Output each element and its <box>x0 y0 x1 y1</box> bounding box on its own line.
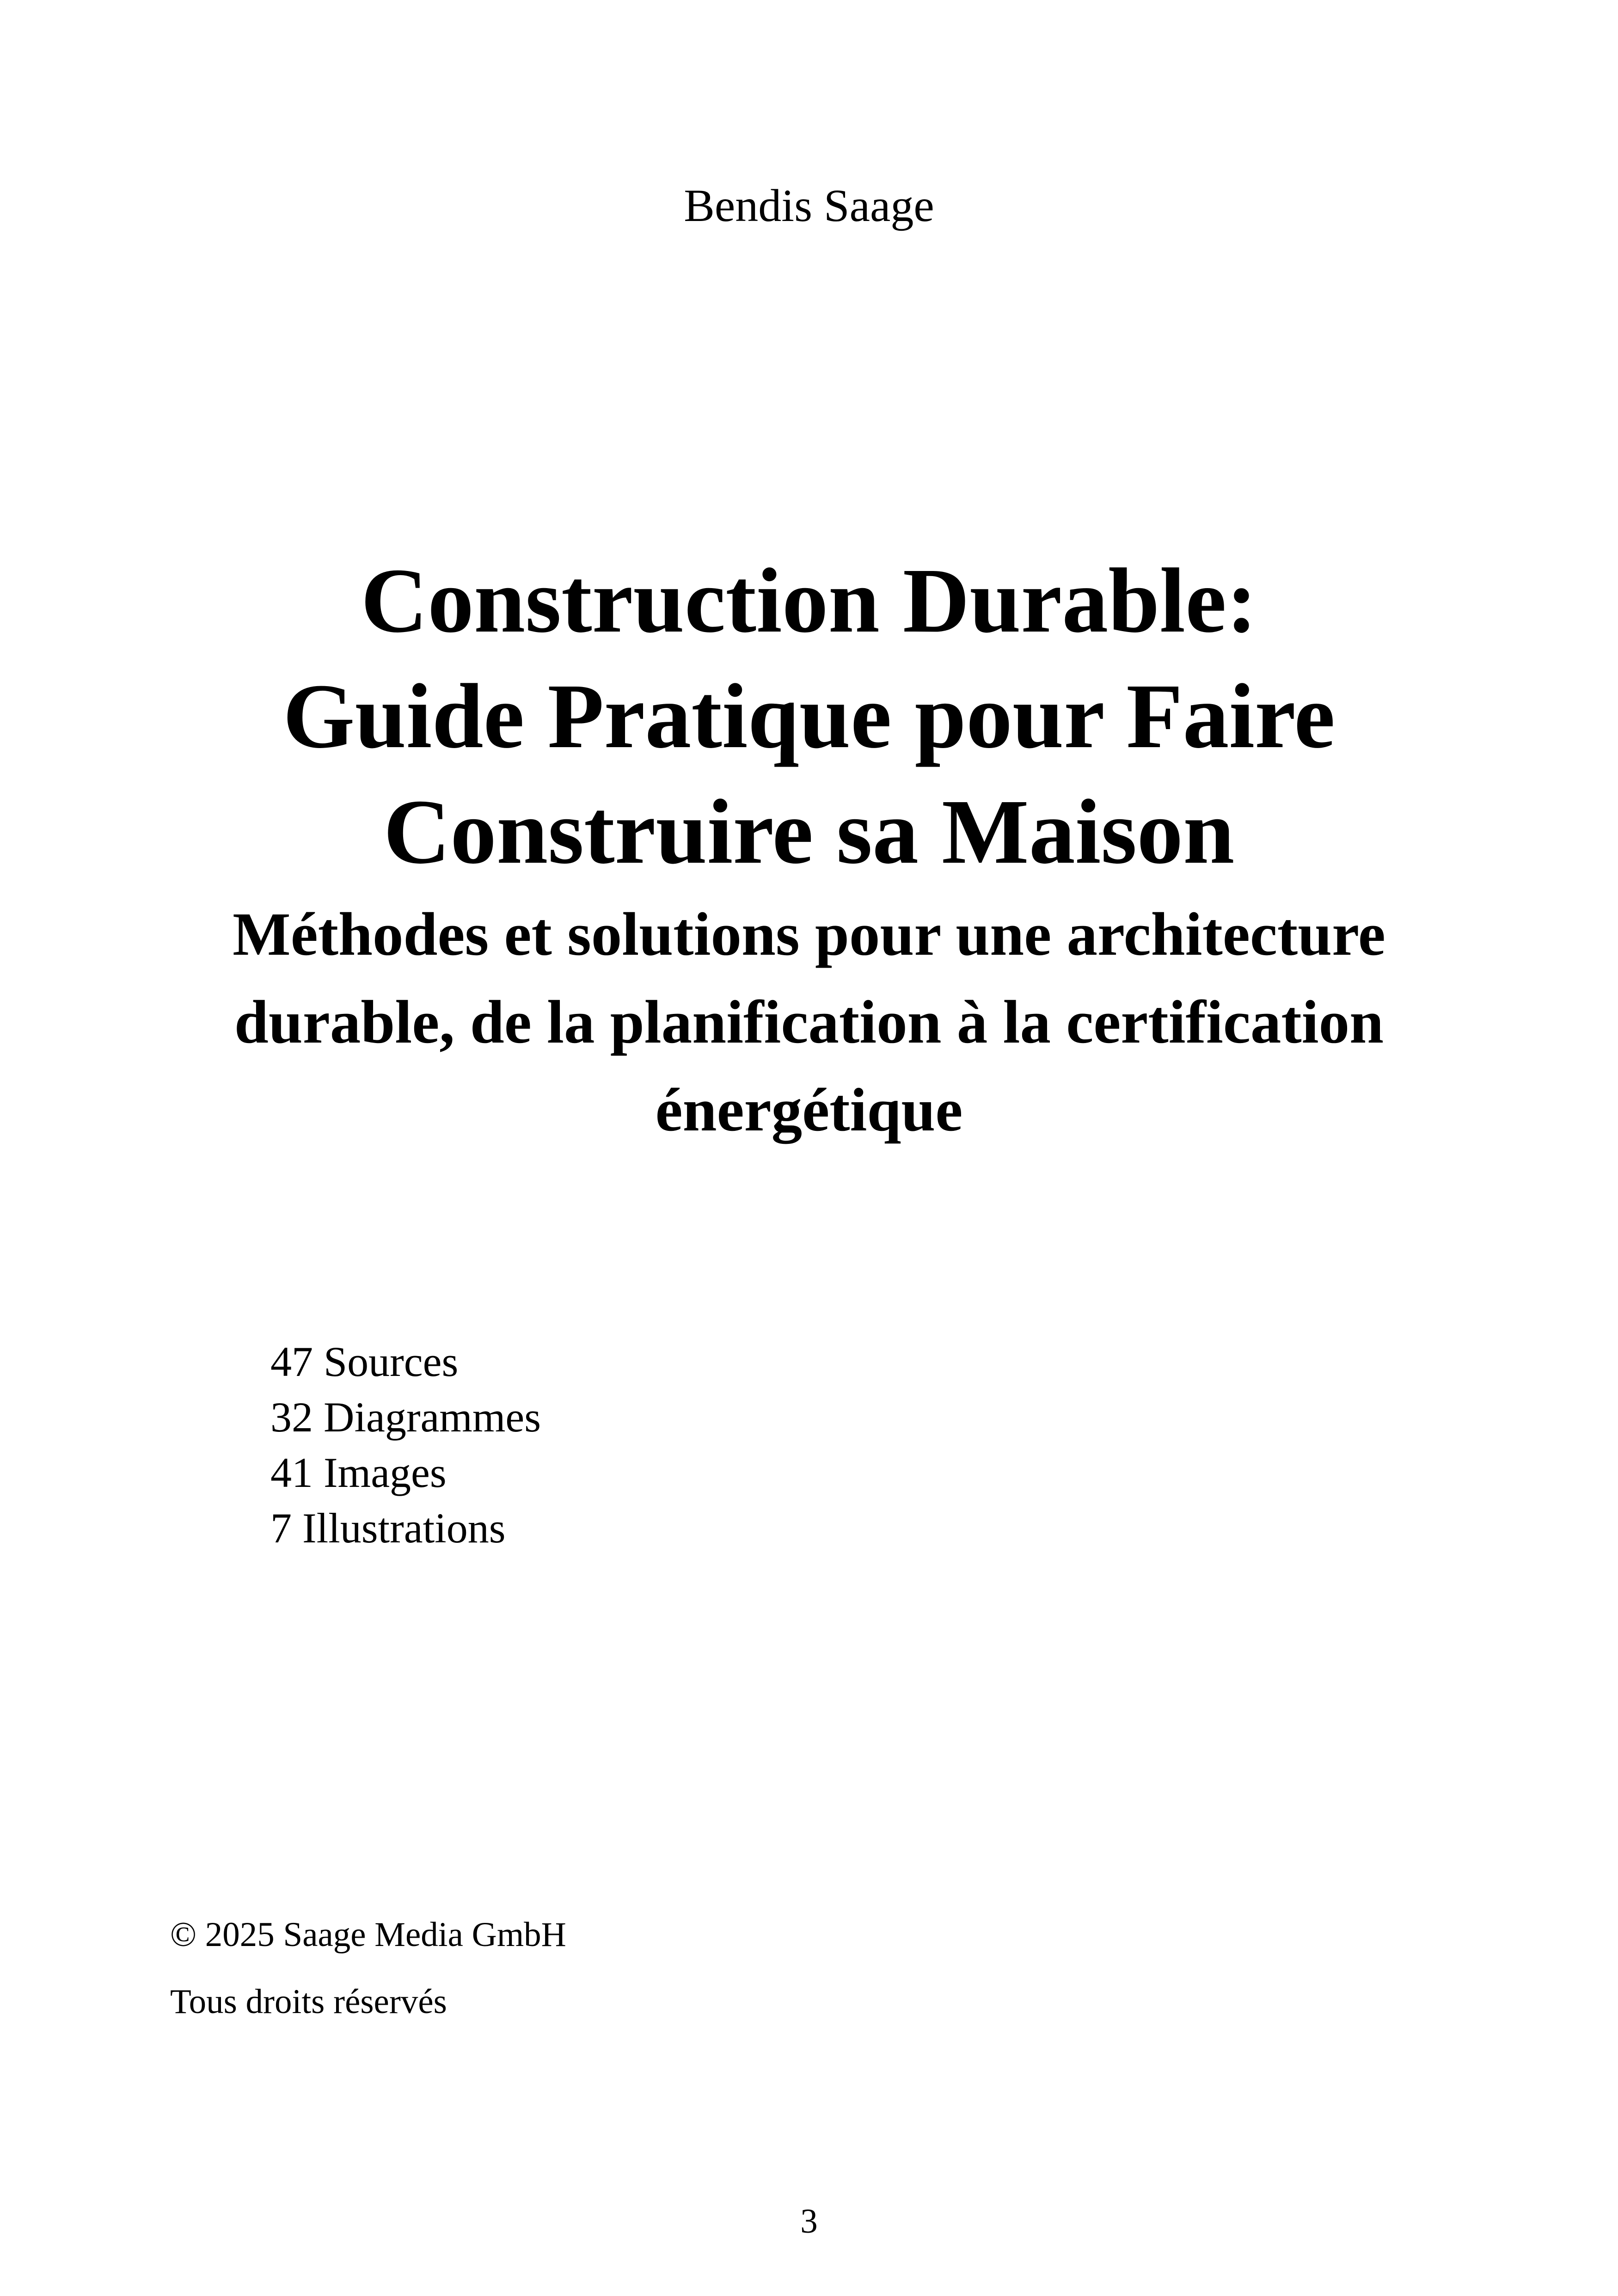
subtitle-line: durable, de la planification à la certification <box>234 988 1384 1056</box>
title-line: Construire sa Maison <box>383 781 1235 883</box>
title-line: Construction Durable: <box>361 550 1257 652</box>
title-line: Guide Pratique pour Faire <box>283 665 1335 767</box>
stats-item-images: 41 Images <box>270 1449 447 1496</box>
content-stats-list <box>270 1334 541 1556</box>
copyright-notice: © 2025 Saage Media GmbH <box>170 1915 566 1954</box>
stats-item-diagrams: 32 Diagrammes <box>270 1394 541 1441</box>
rights-reserved: Tous droits réservés <box>170 1983 447 2021</box>
page-number: 3 <box>800 2202 818 2241</box>
title-block <box>116 543 1502 1154</box>
subtitle-line: énergétique <box>655 1075 963 1144</box>
stats-item-illustrations: 7 Illustrations <box>270 1504 506 1552</box>
subtitle <box>116 890 1502 1154</box>
author-name: Bendis Saage <box>684 180 934 231</box>
stats-item-sources: 47 Sources <box>270 1338 459 1385</box>
subtitle-line: Méthodes et solutions pour une architecture <box>233 900 1385 968</box>
